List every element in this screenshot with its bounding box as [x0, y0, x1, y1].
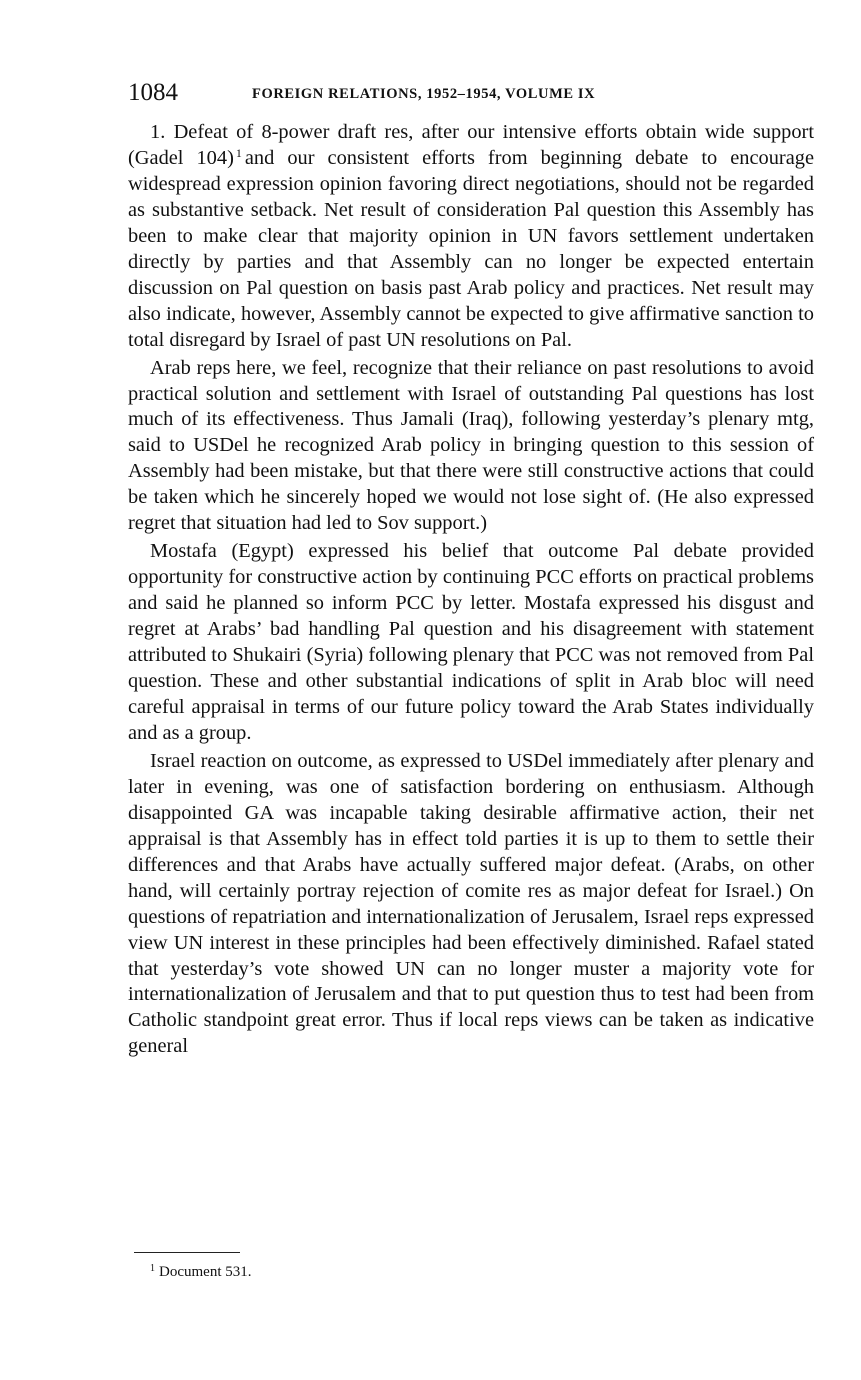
footnote-divider: [134, 1252, 240, 1253]
paragraph-3: Mostafa (Egypt) expressed his belief that outcome Pal debate provided opportunity for constructive action by continuing PCC efforts on practical problems and said he planned so inform PCC by letter. Mostafa expressed his disgust and regret at Arabs’ bad handling Pal question and his disagreement with statement attributed to Shukairi (Syria) following plenary that PCC was not removed from Pal question. These and other substantial indications of split in Arab bloc will need careful appraisal in terms of our future policy toward the Arab States individually and as a group.: [128, 540, 814, 744]
paragraph-2: Arab reps here, we feel, recognize that their reliance on past resolutions to avoid practical solution and settlement with Israel of outstanding Pal questions has lost much of its effectiveness. Thus Jamali (Iraq), following yesterday’s plenary mtg, said to USDel he recognized Arab policy in bringing question to this session of Assembly had been mistake, but that there were still constructive actions that could be taken which he sincerely hoped we would not lose sight of. (He also expressed regret that situation had led to Sov support.): [128, 356, 814, 535]
footnote-reference: 1: [235, 145, 242, 160]
page-number: 1084: [128, 79, 178, 106]
paragraph-1-after-note: and our consistent efforts from beginning debate to encourage widespread expression opinion favoring direct negotiations, should not be regarded as substantive setback. Net result of consideration Pal question this Assembly has been to make clear that majority opinion in UN favors settlement undertaken directly by parties and that Assembly can no longer be expected entertain discussion on Pal question on basis past Arab policy and practices. Net result may also indicate, however, Assembly cannot be expected to give affirmative sanction to total disregard by Israel of past UN resolutions on Pal.: [128, 146, 814, 351]
footnote-mark: 1: [150, 1263, 155, 1274]
paragraph-1: [128, 120, 814, 354]
page-header: [128, 78, 818, 110]
footnote-text: Document 531.: [159, 1264, 252, 1280]
body-text: [128, 120, 814, 1062]
paragraph-4: Israel reaction on outcome, as expressed to USDel immediately after plenary and later in evening, was one of satisfaction bordering on enthusiasm. Although disappointed GA was incapable taking desirable affirmative action, their net appraisal is that Assembly has in effect told parties it is up to them to settle their differences and that Arabs have actually suffered major defeat. (Arabs, on other hand, will certainly portray rejection of comite res as major defeat for Israel.) On questions of repatriation and internationalization of Jerusalem, Israel reps expressed view UN interest in these principles had been effectively diminished. Rafael stated that yesterday’s vote showed UN can no longer muster a majority vote for internationalization of Jerusalem and that to put question thus to test had been from Catholic standpoint great error. Thus if local reps views can be taken as indicative general: [128, 749, 814, 1058]
footnote: [150, 1262, 251, 1282]
paragraph-1-before-note: 1. Defeat of 8-power draft res, after our intensive efforts obtain wide support (Gadel 104): [128, 121, 814, 169]
running-head: FOREIGN RELATIONS, 1952–1954, VOLUME IX: [252, 86, 596, 102]
